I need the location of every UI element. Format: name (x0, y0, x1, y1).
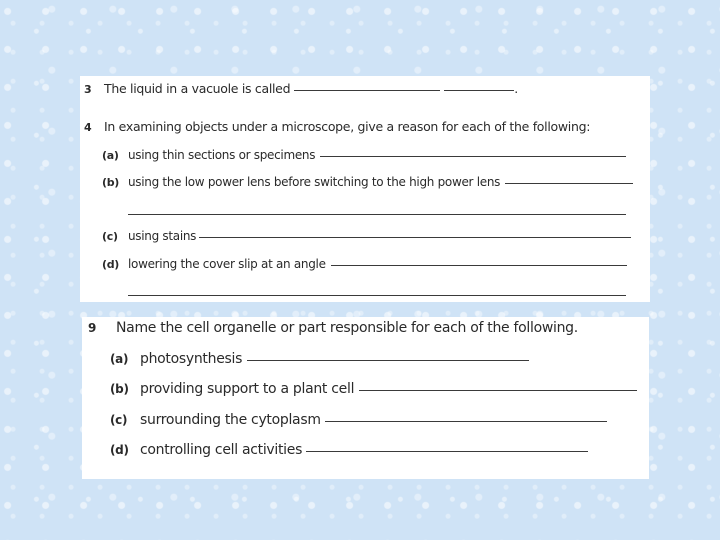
part-label: (d) (110, 443, 129, 457)
answer-blank[interactable] (320, 156, 626, 157)
answer-line[interactable] (128, 295, 626, 296)
part-label: (d) (102, 258, 120, 271)
worksheet-top (80, 76, 650, 302)
answer-blank[interactable] (359, 390, 637, 391)
part-label: (c) (110, 413, 128, 427)
question-9d (110, 442, 588, 458)
part-label: (b) (110, 382, 129, 396)
question-text: Name the cell organelle or part responsible for each of the following. (116, 320, 578, 336)
question-9 (88, 320, 578, 336)
question-9b (110, 381, 637, 397)
part-label: (c) (102, 230, 118, 243)
worksheet-bottom (82, 317, 649, 479)
part-text: photosynthesis (140, 351, 243, 367)
part-label: (a) (102, 149, 119, 162)
question-9a (110, 351, 529, 367)
question-4 (84, 119, 590, 134)
question-text: In examining objects under a microscope, give a reason for each of the following: (104, 119, 591, 134)
answer-blank[interactable] (325, 421, 607, 422)
part-text: providing support to a plant cell (140, 381, 355, 397)
answer-blank[interactable] (306, 451, 588, 452)
part-label: (a) (110, 352, 129, 366)
question-4d (102, 257, 627, 271)
answer-blank[interactable] (444, 90, 514, 91)
part-text: using the low power lens before switching to the high power lens (128, 175, 501, 189)
part-text: using stains (128, 229, 197, 243)
part-text: using thin sections or specimens (128, 148, 316, 162)
answer-line[interactable] (128, 214, 626, 215)
answer-blank[interactable] (505, 183, 633, 184)
question-text: The liquid in a vacuole is called (104, 81, 291, 96)
question-4b (102, 175, 633, 189)
part-text: lowering the cover slip at an angle (128, 257, 326, 271)
answer-blank[interactable] (331, 265, 627, 266)
question-3 (84, 81, 518, 96)
question-number: 9 (88, 321, 97, 335)
part-text: surrounding the cytoplasm (140, 412, 321, 428)
question-4a (102, 148, 626, 162)
part-text: controlling cell activities (140, 442, 303, 458)
question-number: 4 (84, 121, 92, 134)
question-number: 3 (84, 83, 92, 96)
part-label: (b) (102, 176, 120, 189)
question-4c (102, 229, 631, 243)
end-punctuation: . (514, 81, 518, 96)
answer-blank[interactable] (199, 237, 631, 238)
answer-blank[interactable] (294, 90, 440, 91)
answer-blank[interactable] (247, 360, 529, 361)
question-9c (110, 412, 607, 428)
